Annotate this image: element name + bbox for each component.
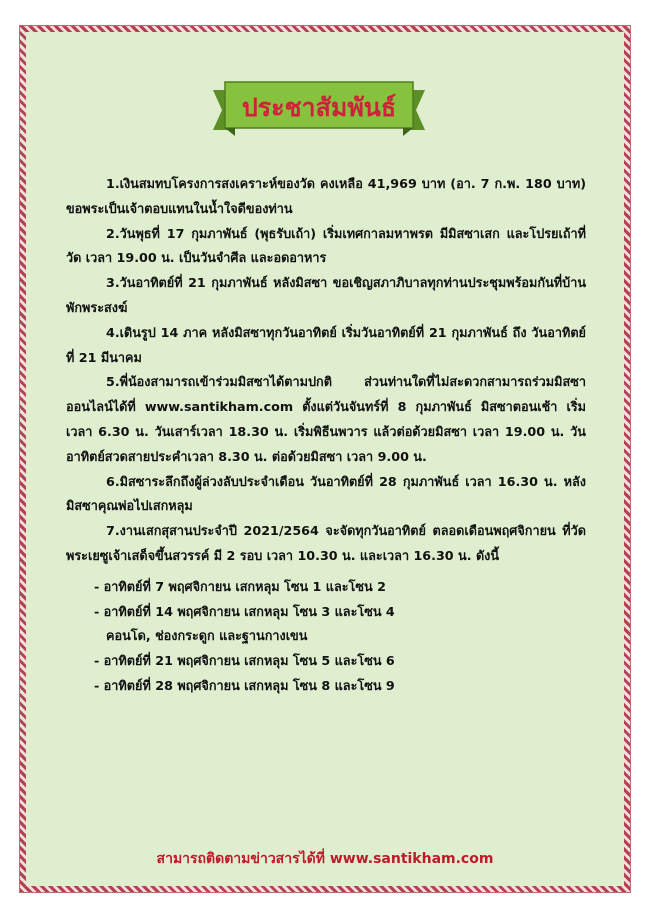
schedule-item-continuation: คอนโด, ช่องกระดูก และฐานกางเขน <box>106 628 308 644</box>
announcement-item-4: 4.เดินรูป 14 ภาค หลังมิสซาทุกวันอาทิตย์ เริ่มวันอาทิตย์ที่ 21 กุมภาพันธ์ ถึง วันอาทิตย์ที่ 21 มีนาคม <box>66 324 586 365</box>
schedule-item: - อาทิตย์ที่ 7 พฤศจิกายน เสกหลุม โซน 1 และโซน 2 <box>94 578 386 594</box>
announcement-body <box>66 172 586 699</box>
schedule-item: - อาทิตย์ที่ 14 พฤศจิกายน เสกหลุม โซน 3 และโซน 4 <box>94 603 395 619</box>
announcement-item-5: 5.พี่น้องสามารถเข้าร่วมมิสซาได้ตามปกติ ส่วนท่านใดที่ไม่สะดวกสามารถร่วมมิสซาออนไลน์ได้ที่ www.santikham.com ตั้งแต่วันจันทร์ที่ 8 กุมภาพันธ์ มิสซาตอนเช้า เริ่ม เวลา 6.30 น. วันเสาร์เวลา 18.30 น. เริ่มพิธีนพวาร แล้วต่อด้วยมิสซา เวลา 19.00 น. วันอาทิตย์สวดสายประคำเวลา 8.30 น. ต่อด้วยมิสซา เวลา 9.00 น. <box>66 374 586 464</box>
announcement-item-2: 2.วันพุธที่ 17 กุมภาพันธ์ (พุธรับเถ้า) เริ่มเทศกาลมหาพรต มีมิสซาเสก และโปรยเถ้าที่วัด เวลา 19.00 น. เป็นวันจำศีล และอดอาหาร <box>66 225 586 266</box>
announcement-item-3: 3.วันอาทิตย์ที่ 21 กุมภาพันธ์ หลังมิสซา ขอเชิญสภาภิบาลทุกท่านประชุมพร้อมกันที่บ้านพักพระสงฆ์ <box>66 275 586 315</box>
schedule-item: - อาทิตย์ที่ 21 พฤศจิกายน เสกหลุม โซน 5 และโซน 6 <box>94 653 395 669</box>
announcement-item-6: 6.มิสซาระลึกถึงผู้ล่วงลับประจำเดือน วันอาทิตย์ที่ 28 กุมภาพันธ์ เวลา 16.30 น. หลังมิสซาคุณพ่อไปเสกหลุม <box>66 473 586 514</box>
footer-website-notice: สามารถติดตามข่าวสารได้ที่ www.santikham.com <box>156 851 494 867</box>
title-banner <box>213 80 425 136</box>
schedule-item: - อาทิตย์ที่ 28 พฤศจิกายน เสกหลุม โซน 8 และโซน 9 <box>94 677 395 693</box>
page-title: ประชาสัมพันธ์ <box>241 93 397 122</box>
cemetery-blessing-schedule <box>66 575 586 699</box>
announcement-item-1: 1.เงินสมทบโครงการสงเคราะห์ของวัด คงเหลือ 41,969 บาท (อา. 7 ก.พ. 180 บาท) ขอพระเป็นเจ้าตอบแทนในน้ำใจดีของท่าน <box>66 176 586 216</box>
announcement-item-7: 7.งานเสกสุสานประจำปี 2021/2564 จะจัดทุกวันอาทิตย์ ตลอดเดือนพฤศจิกายน ที่วัดพระเยซูเจ้าเสด็จขึ้นสวรรค์ มี 2 รอบ เวลา 10.30 น. และเวลา 16.30 น. ดังนี้ <box>66 523 586 563</box>
